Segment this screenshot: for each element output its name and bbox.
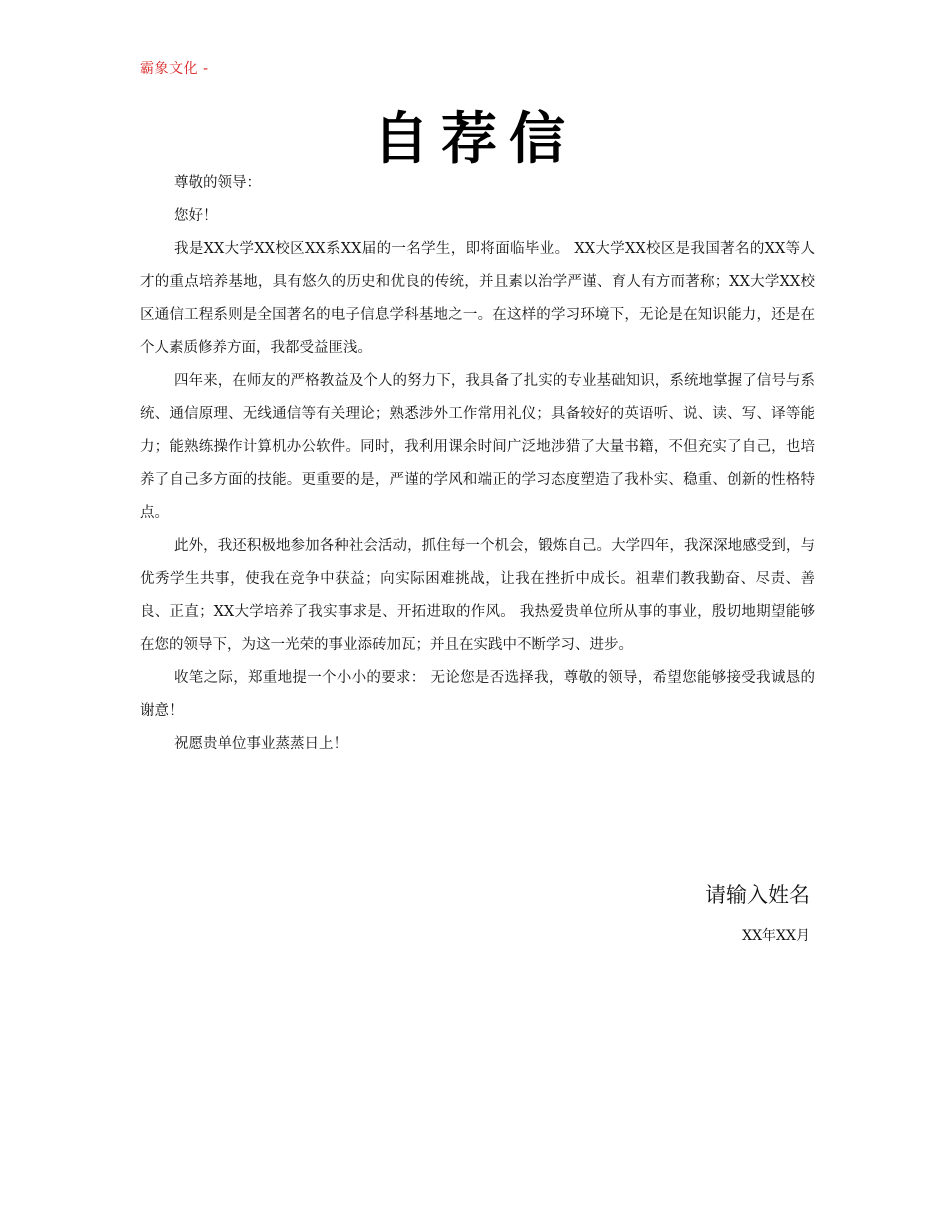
paragraph-activities: 此外，我还积极地参加各种社会活动，抓住每一个机会，锻炼自己。大学四年，我深深地感受到，与优秀学生共事，使我在竞争中获益；向实际困难挑战，让我在挫折中成长。祖辈们教我勤奋、尽责、善良、正直；XX大学培养了我实事求是、开拓进取的作风。 我热爱贵单位所从事的事业，殷切地期望能够在您的领导下，为这一光荣的事业添砖加瓦；并且在实践中不断学习、进步。 [140, 538, 815, 653]
closing-block [705, 880, 810, 946]
letter-date: XX年XX月 [742, 928, 810, 944]
letter-title: 自荐信 [373, 107, 577, 172]
letter-body [140, 167, 815, 761]
signature-name: 请输入姓名 [705, 883, 810, 907]
salutation: 尊敬的领导： [174, 175, 261, 191]
greeting: 您好！ [174, 208, 218, 224]
paragraph-education: 我是XX大学XX校区XX系XX届的一名学生，即将面临毕业。 XX大学XX校区是我国著名的XX等人才的重点培养基地，具有悠久的历史和优良的传统，并且素以治学严谨、育人有方而著称；XX大学XX校区通信工程系则是全国著名的电子信息学科基地之一。在这样的学习环境下，无论是在知识能力，还是在个人素质修养方面，我都受益匪浅。 [140, 241, 815, 356]
wish-line: 祝愿贵单位事业蒸蒸日上！ [174, 736, 348, 752]
brand-label: 霸象文化 - [140, 61, 209, 77]
paragraph-skills: 四年来，在师友的严格教益及个人的努力下，我具备了扎实的专业基础知识，系统地掌握了信号与系统、通信原理、无线通信等有关理论；熟悉涉外工作常用礼仪；具备较好的英语听、说、读、写、译等能力；能熟练操作计算机办公软件。同时，我利用课余时间广泛地涉猎了大量书籍，不但充实了自己，也培养了自己多方面的技能。更重要的是，严谨的学风和端正的学习态度塑造了我朴实、稳重、创新的性格特点。 [140, 373, 815, 521]
paragraph-closing-request: 收笔之际，郑重地提一个小小的要求： 无论您是否选择我，尊敬的领导，希望您能够接受我诚恳的谢意！ [140, 670, 815, 719]
